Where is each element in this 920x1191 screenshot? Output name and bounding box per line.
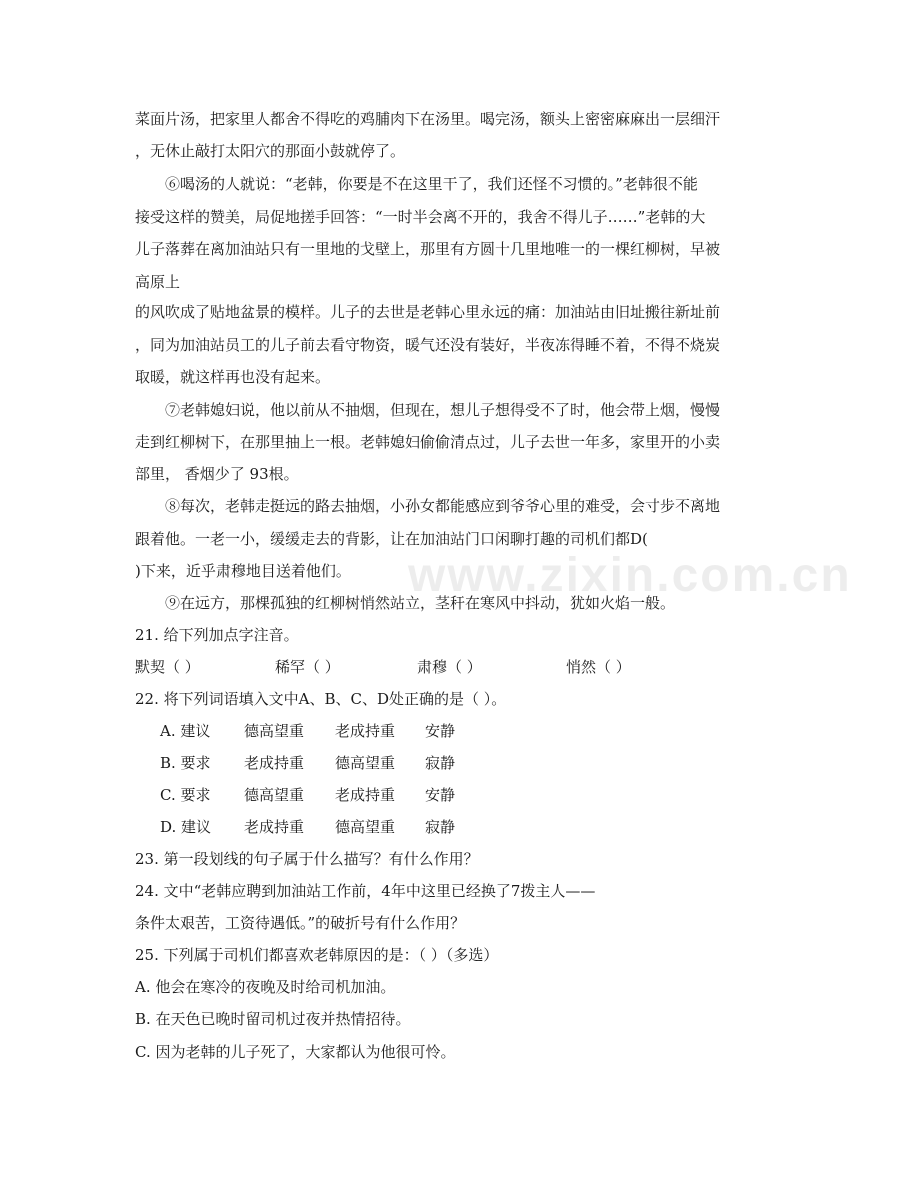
option-label: D. 建议 bbox=[160, 818, 212, 836]
paragraph-line: 的风吹成了贴地盆景的模样。儿子的去世是老韩心里永远的痛：加油站由旧址搬往新址前 bbox=[135, 303, 721, 321]
paragraph-line: ⑥喝汤的人就说：“老韩，你要是不在这里干了，我们还怪不习惯的。”老韩很不能 bbox=[165, 175, 698, 193]
paragraph-line: 跟着他。一老一小，缓缓走去的背影，让在加油站门口闲聊打趣的司机们都D( bbox=[135, 530, 648, 548]
question-22-option bbox=[0, 752, 920, 774]
option-label: B. 要求 bbox=[160, 754, 211, 772]
option-word: 寂静 bbox=[425, 754, 456, 772]
question-24-line: 24. 文中“老韩应聘到加油站工作前，4年中这里已经换了7拨主人—— bbox=[135, 882, 596, 900]
paragraph-line: 部里， 香烟少了 93根。 bbox=[135, 465, 299, 483]
question-21-items bbox=[0, 656, 920, 678]
paragraph-line: 走到红柳树下，在那里抽上一根。老韩媳妇偷偷清点过，儿子去世一年多，家里开的小卖 bbox=[135, 433, 721, 451]
question-24-line: 条件太艰苦，工资待遇低。”的破折号有什么作用？ bbox=[135, 914, 466, 932]
option-word: 老成持重 bbox=[244, 818, 305, 836]
option-word: 德高望重 bbox=[335, 818, 396, 836]
question-25-title: 25. 下列属于司机们都喜欢老韩原因的是：（ ）（多选） bbox=[135, 946, 499, 964]
question-23: 23. 第一段划线的句子属于什么描写？有什么作用？ bbox=[135, 850, 479, 868]
option-word: 德高望重 bbox=[335, 754, 396, 772]
watermark: www.zixin.com.cn bbox=[408, 549, 852, 602]
question-25-option: A. 他会在寒冷的夜晚及时给司机加油。 bbox=[135, 978, 396, 996]
option-word: 老成持重 bbox=[244, 754, 305, 772]
question-21-title: 21. 给下列加点字注音。 bbox=[135, 626, 299, 644]
paragraph-line: 取暖，就这样再也没有起来。 bbox=[135, 368, 331, 386]
pinyin-blank: 悄然（ ） bbox=[566, 658, 631, 676]
option-word: 德高望重 bbox=[244, 722, 305, 740]
paragraph-line: ⑧每次，老韩走挺远的路去抽烟，小孙女都能感应到爷爷心里的难受，会寸步不离地 bbox=[165, 497, 721, 515]
paragraph-line: 接受这样的赞美，局促地搓手回答：“一时半会离不开的，我舍不得儿子……”老韩的大 bbox=[135, 208, 706, 226]
paragraph-line: ⑦老韩媳妇说，他以前从不抽烟，但现在，想儿子想得受不了时，他会带上烟，慢慢 bbox=[165, 401, 721, 419]
question-22-option bbox=[0, 784, 920, 806]
option-word: 德高望重 bbox=[244, 786, 305, 804]
option-label: A. 建议 bbox=[160, 722, 211, 740]
option-word: 寂静 bbox=[425, 818, 456, 836]
paragraph-line: 儿子落葬在离加油站只有一里地的戈壁上，那里有方圆十几里地唯一的一棵红柳树，早被 bbox=[135, 240, 721, 258]
option-label: C. 要求 bbox=[160, 786, 211, 804]
paragraph-line: ⑨在远方，那棵孤独的红柳树悄然站立，茎秆在寒风中抖动，犹如火焰一般。 bbox=[165, 594, 676, 612]
question-25-option: C. 因为老韩的儿子死了，大家都认为他很可怜。 bbox=[135, 1043, 456, 1061]
pinyin-blank: 肃穆（ ） bbox=[417, 658, 482, 676]
option-word: 老成持重 bbox=[335, 786, 396, 804]
option-word: 安静 bbox=[425, 786, 456, 804]
question-25-option: B. 在天色已晚时留司机过夜并热情招待。 bbox=[135, 1010, 411, 1028]
question-22-title: 22. 将下列词语填入文中A、B、C、D处正确的是（ ）。 bbox=[135, 690, 507, 708]
paragraph-line: 菜面片汤，把家里人都舍不得吃的鸡脯肉下在汤里。喝完汤，额头上密密麻麻出一层细汗 bbox=[135, 110, 721, 128]
paragraph-line: )下来，近乎肃穆地目送着他们。 bbox=[135, 562, 351, 580]
option-word: 老成持重 bbox=[335, 722, 396, 740]
question-22-option bbox=[0, 720, 920, 742]
pinyin-blank: 默契（ ） bbox=[135, 658, 200, 676]
paragraph-line: ，无休止敲打太阳穴的那面小鼓就停了。 bbox=[135, 142, 406, 160]
paragraph-line: 高原上 bbox=[135, 273, 181, 291]
paragraph-line: ，同为加油站员工的儿子前去看守物资，暖气还没有装好，半夜冻得睡不着，不得不烧炭 bbox=[135, 336, 721, 354]
option-word: 安静 bbox=[425, 722, 456, 740]
pinyin-blank: 稀罕（ ） bbox=[275, 658, 340, 676]
question-22-option bbox=[0, 816, 920, 838]
